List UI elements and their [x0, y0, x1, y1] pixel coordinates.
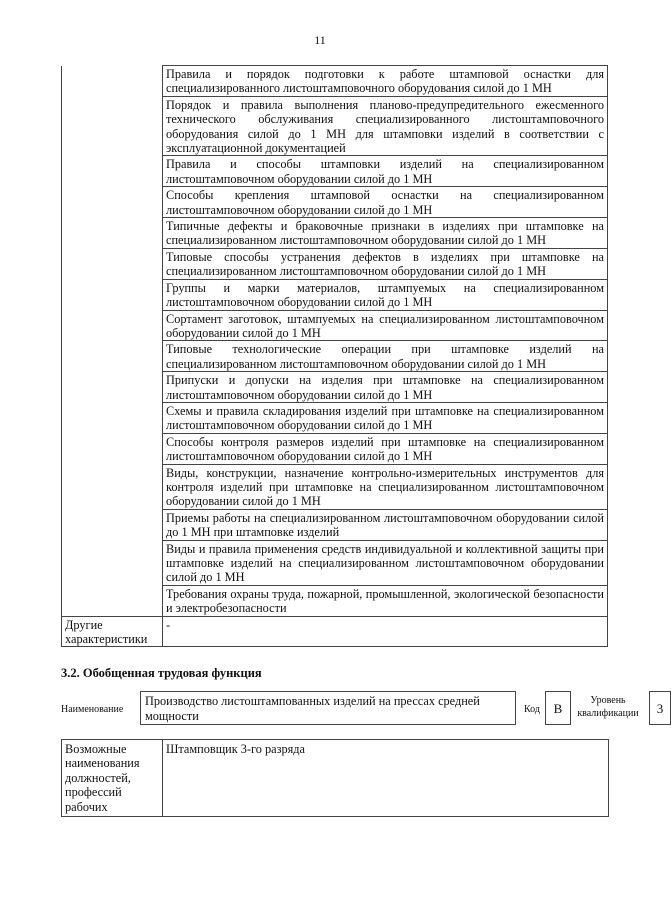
knowledge-row [62, 96, 608, 156]
knowledge-category-cell [62, 156, 163, 187]
knowledge-category-cell [62, 218, 163, 249]
knowledge-category-cell [62, 279, 163, 310]
code-label: Код [524, 704, 540, 715]
knowledge-item: Правила и способы штамповки изделий на специализированном листоштамповочном оборудовании силой до 1 МН [163, 156, 608, 187]
knowledge-item: Типичные дефекты и браковочные признаки в изделиях при штамповке на специализированном листоштамповочном оборудовании силой до 1 МН [163, 218, 608, 249]
knowledge-row [62, 341, 608, 372]
knowledge-category-cell [62, 402, 163, 433]
knowledge-item: Способы крепления штамповой оснастки на специализированном листоштамповочном оборудовании силой до 1 МН [163, 187, 608, 218]
knowledge-category-cell [62, 248, 163, 279]
knowledge-category-cell [62, 372, 163, 403]
knowledge-row [62, 433, 608, 464]
knowledge-category-cell [62, 310, 163, 341]
knowledge-row [62, 402, 608, 433]
qualification-level-label: Уровень квалификации [577, 695, 639, 719]
knowledge-row [62, 540, 608, 585]
knowledge-category-cell [62, 66, 163, 97]
knowledge-row [62, 248, 608, 279]
function-name-value: Производство листоштампованных изделий на прессах средней мощности [140, 691, 516, 725]
knowledge-item: Типовые способы устранения дефектов в изделиях при штамповке на специализированном листоштамповочном оборудовании силой до 1 МН [163, 248, 608, 279]
knowledge-item: Сортамент заготовок, штампуемых на специализированном листоштамповочном оборудовании силой до 1 МН [163, 310, 608, 341]
knowledge-category-cell [62, 464, 163, 509]
other-characteristics-label: Другие характеристики [62, 616, 163, 647]
knowledge-category-cell [62, 585, 163, 616]
knowledge-item: Виды, конструкции, назначение контрольно-измерительных инструментов для контроля изделий при штамповке на специализированном листоштамповочном оборудовании силой до 1 МН [163, 464, 608, 509]
knowledge-item: Приемы работы на специализированном листоштамповочном оборудовании силой до 1 МН при штамповке изделий [163, 509, 608, 540]
knowledge-category-cell [62, 341, 163, 372]
positions-table [61, 739, 609, 817]
knowledge-category-cell [62, 540, 163, 585]
knowledge-table [61, 65, 608, 647]
knowledge-row [62, 372, 608, 403]
other-characteristics-value: - [163, 616, 608, 647]
knowledge-category-cell [62, 509, 163, 540]
function-name-label: Наименование [61, 704, 124, 715]
knowledge-row [62, 156, 608, 187]
knowledge-item: Порядок и правила выполнения планово-предупредительного ежесменного технического обслуживания специализированного листоштамповочного оборудования силой до 1 МН для штамповки изделий в соответствии с эксплуатационной документацией [163, 96, 608, 156]
knowledge-row [62, 218, 608, 249]
knowledge-row [62, 310, 608, 341]
knowledge-item: Требования охраны труда, пожарной, промышленной, экологической безопасности и электробезопасности [163, 585, 608, 616]
knowledge-table-body [62, 66, 608, 617]
knowledge-item: Припуски и допуски на изделия при штамповке на специализированном листоштамповочном оборудовании силой до 1 МН [163, 372, 608, 403]
positions-label: Возможные наименования должностей, профессий рабочих [62, 740, 163, 817]
knowledge-row [62, 279, 608, 310]
knowledge-item: Способы контроля размеров изделий при штамповке на специализированном листоштамповочном оборудовании силой до 1 МН [163, 433, 608, 464]
knowledge-row [62, 187, 608, 218]
knowledge-item: Группы и марки материалов, штампуемых на специализированном листоштамповочном оборудовании силой до 1 МН [163, 279, 608, 310]
code-value: В [545, 691, 571, 725]
qualification-level-value: 3 [649, 691, 671, 725]
knowledge-item: Правила и порядок подготовки к работе штамповой оснастки для специализированного листоштамповочного оборудования силой до 1 МН [163, 66, 608, 97]
generalized-function-row [61, 691, 664, 731]
knowledge-item: Схемы и правила складирования изделий при штамповке на специализированном листоштамповочном оборудовании силой до 1 МН [163, 402, 608, 433]
knowledge-category-cell [62, 433, 163, 464]
other-characteristics-row [62, 616, 608, 647]
knowledge-row [62, 585, 608, 616]
knowledge-row [62, 66, 608, 97]
positions-value: Штамповщик 3-го разряда [163, 740, 609, 817]
knowledge-row [62, 509, 608, 540]
knowledge-row [62, 464, 608, 509]
positions-row [62, 740, 609, 817]
section-heading: 3.2. Обобщенная трудовая функция [61, 666, 262, 680]
knowledge-item: Типовые технологические операции при штамповке изделий на специализированном листоштамповочном оборудовании силой до 1 МН [163, 341, 608, 372]
page-number: 11 [314, 33, 326, 47]
knowledge-item: Виды и правила применения средств индивидуальной и коллективной защиты при штамповке изделий на специализированном листоштамповочном оборудовании силой до 1 МН [163, 540, 608, 585]
knowledge-category-cell [62, 187, 163, 218]
knowledge-category-cell [62, 96, 163, 156]
